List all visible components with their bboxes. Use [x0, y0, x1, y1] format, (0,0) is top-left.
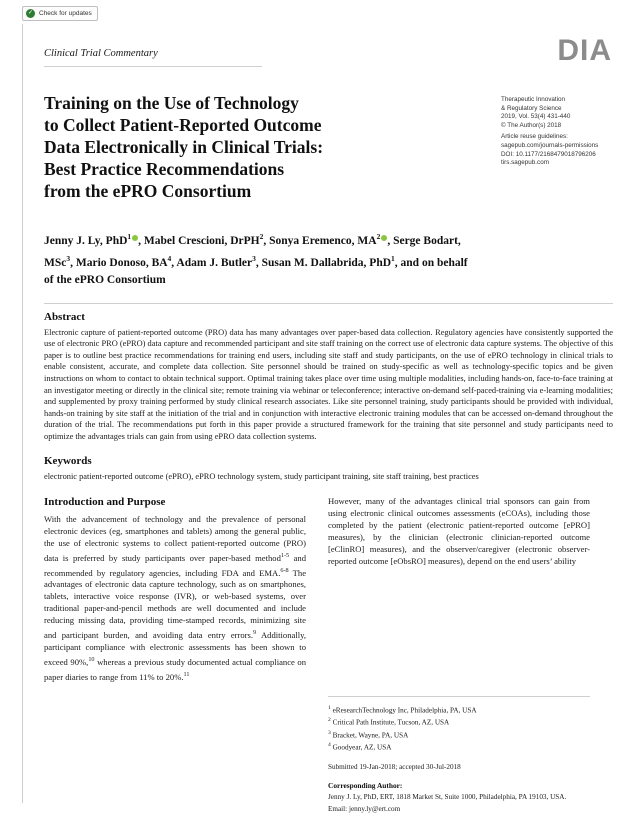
intro-paragraph-right: However, many of the advantages clinical trial sponsors can gain from using electronic clinical outcomes assessments (eCOAs), including those completed by the patient (electronic patient-reported outcome [ePRO] measures), by the clinician (electronic clinician-reported outcome [eClinRO] measures), and the observer/caregiver (electronic observer-reported outcome [eObsRO] measures), depend on the end users’ ability	[328, 496, 590, 566]
title-line-1: Training on the Use of Technology	[44, 93, 299, 113]
dia-logo: DIA	[557, 34, 612, 67]
submission-dates: Submitted 19-Jan-2018; accepted 30-Jul-2018	[328, 763, 461, 771]
title-line-3: Data Electronically in Clinical Trials:	[44, 137, 324, 157]
meta-line-1: Therapeutic Innovation	[501, 96, 566, 103]
affiliations-block	[328, 696, 590, 814]
keywords-section	[44, 455, 613, 483]
body-column-left	[44, 496, 306, 814]
abstract-text: Electronic capture of patient-reported outcome (PRO) data has many advantages over paper-based data collection. Regulatory agencies have consistently supported the use of electronic PRO (ePRO) data capture and recommended participant and site staff training on the correct use of electronic data capture systems. The objective of this paper is to outline best practice recommendations for training end users, including site staff and study participants, on the use of ePRO technology in clinical trials to enable consistent, accurate, and complete data collection. Site personnel should be trained on study-specific as well as technology-specific topics and be given instructions on whom to contact to obtain technical support. Optimal training takes place over time using multiple modalities, including hands-on, face-to-face training at an investigator meeting or directly in the clinical site; remote training via webinar or teleconference; interactive on-demand self-paced-training via e-learning modalities; and supplemented by proxy training performed by study clinical research associates. Like site personnel training, study participants should be provided with individual, hands-on training by site staff at the initiation of the trial and in conjunction with interactive electronic training modules that can be accessed on-demand throughout the duration of the trial. The recommendations put forth in this paper provide a structured framework for the training that site personnel and study participants need to optimize the advantages trials can gain from using ePRO data collection systems.	[44, 327, 613, 441]
keywords-heading: Keywords	[44, 454, 92, 467]
meta-line-5: Article reuse guidelines:	[501, 133, 568, 141]
abstract-heading: Abstract	[44, 310, 85, 323]
title-line-5: from the ePRO Consortium	[44, 181, 252, 201]
meta-line-6[interactable]: sagepub.com/journals-permissions	[501, 141, 599, 149]
intro-heading: Introduction and Purpose	[44, 496, 166, 509]
check-for-updates-label: Check for updates	[39, 10, 92, 17]
meta-line-7[interactable]: DOI: 10.1177/2168479018796206	[501, 150, 596, 158]
corresponding-author-heading: Corresponding Author:	[328, 781, 403, 790]
intro-paragraph-left: With the advancement of technology and the prevalence of personal electronic devices (eg, smartphones and tablets) among the general public, the use of electronic systems to collect patient-reported outcome (PRO) data is preferred by study participants over paper-based method$^{1-5}$ and recommended by regulatory agencies, including FDA and EMA.$^{6-8}$ The advantages of electronic data capture technology, such as on smartphones, tablets, interactive voice response (IVR), or web-based systems, over traditional paper-and-pencil methods are well documented and include reducing missing data, providing time-stamped records, minimizing site and participant burden, and avoiding data entry errors.$^9$ Additionally, participant compliance with electronic assessments has been shown to exceed 90%,$^{10}$ whereas a previous study documented actual compliance on paper diaries to range from 11% to 20%.$^{11}$	[44, 514, 307, 682]
meta-line-4: © The Author(s) 2018	[501, 121, 562, 129]
affiliation-4: $^4$ Goodyear, AZ, USA	[328, 742, 392, 752]
author-list: Jenny J. Ly, PhD$^1$ , Mabel Crescioni, DrPH$^2$, Sonya Eremenco, $MA^2$ , Serge Bodart, MSc$^3$, Mario Donoso, $BA^4$, Adam J. Butler$^3$, Susan M. Dallabrida, PhD$^1$, and on behalf of the ePRO Consortium	[44, 232, 468, 286]
title-block	[44, 92, 613, 202]
corresponding-author-email[interactable]: Email: jenny.ly@ert.com	[328, 805, 401, 813]
title-line-4: Best Practice Recommendations	[44, 159, 285, 179]
meta-line-2: & Regulatory Science	[501, 104, 562, 112]
title-line-2: to Collect Patient-Reported Outcome	[44, 115, 322, 135]
body-columns	[44, 496, 613, 814]
article-header	[44, 30, 613, 76]
keywords-text: electronic patient-reported outcome (ePRO), ePRO technology system, study participant training, site staff training, best practices	[44, 471, 479, 481]
corresponding-author-address: Jenny J. Ly, PhD, ERT, 1818 Market St, Suite 1000, Philadelphia, PA 19103, USA.	[328, 793, 567, 801]
body-column-right	[328, 496, 590, 814]
check-circle-icon: ✓	[27, 10, 34, 16]
page-title	[44, 92, 419, 202]
meta-line-3: 2019, Vol. 53(4) 431-440	[501, 113, 571, 121]
affiliation-1: $^1$ eResearchTechnology Inc, Philadelphia, PA, USA	[328, 704, 477, 715]
article-content	[44, 30, 613, 814]
journal-section-label: Clinical Trial Commentary	[44, 48, 158, 59]
affiliation-2: $^2$ Critical Path Institute, Tucson, AZ, USA	[328, 717, 450, 727]
check-for-updates-badge[interactable]	[22, 6, 98, 21]
header-divider	[44, 66, 262, 67]
page-left-rule	[22, 24, 23, 803]
affiliation-3: $^3$ Bracket, Wayne, PA, USA	[328, 729, 409, 740]
abstract-section	[44, 303, 613, 443]
journal-metadata	[501, 96, 613, 168]
meta-line-8[interactable]: tirs.sagepub.com	[501, 159, 549, 167]
